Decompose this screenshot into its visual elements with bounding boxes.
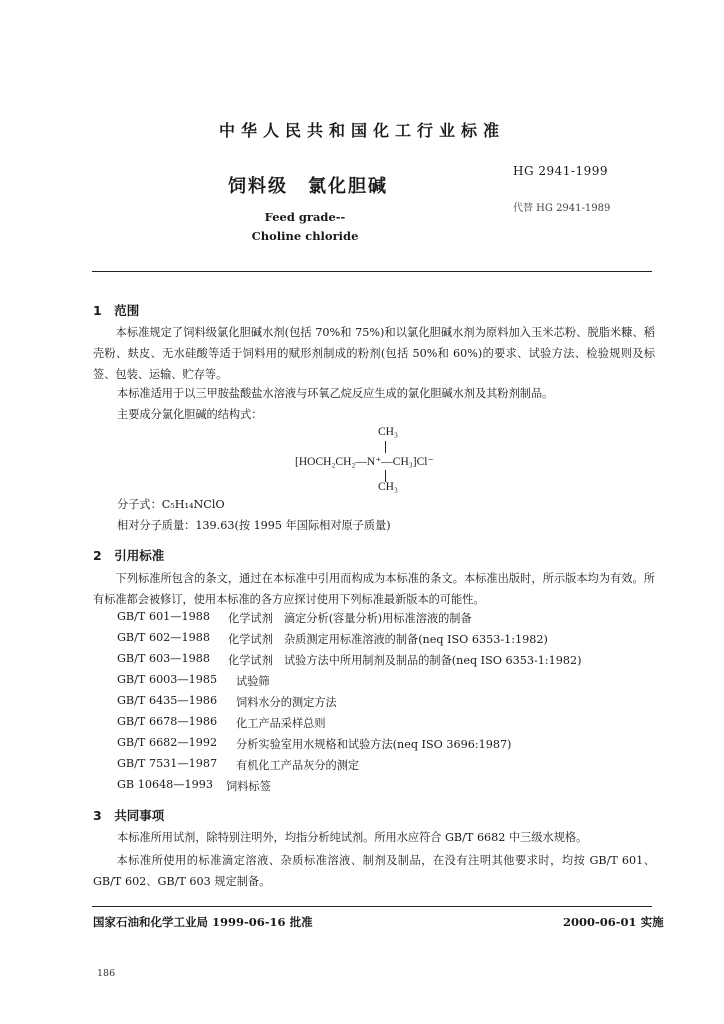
reference-code: GB/T 601—1988 (117, 610, 210, 623)
formula-main-chain: [HOCH₂CH₂—N⁺—CH₃]Cl⁻ (295, 456, 434, 468)
reference-code: GB 10648—1993 (117, 778, 213, 791)
reference-code: GB/T 603—1988 (117, 652, 210, 665)
approval-note: 国家石油和化学工业局 1999-06-16 批准 (93, 915, 313, 929)
section-1-paragraph-2: 本标准适用于以三甲胺盐酸盐水溶液与环氧乙烷反应生成的氯化胆碱水剂及其粉剂制品。 (117, 387, 554, 400)
section-2-intro: 下列标准所包含的条文，通过在本标准中引用而构成为本标准的条文。本标准出版时，所示版本均为有效。所有标准都会被修订，使用本标准的各方应探讨使用下列标准最新版本的可能性。 (93, 572, 655, 606)
reference-description: 化学试剂 杂质测定用标准溶液的制备(neq ISO 6353-1:1982) (228, 633, 548, 646)
formula-bond-top (385, 441, 386, 453)
section-1-paragraph-3: 主要成分氯化胆碱的结构式： (117, 408, 263, 421)
effective-date: 2000-06-01 实施 (563, 915, 664, 929)
formula-methyl-bottom: CH₃ (378, 481, 398, 493)
standard-category-heading: 中华人民共和国化工行业标准 (218, 121, 505, 140)
document-title-zh: 饲料级 氯化胆碱 (228, 176, 388, 197)
formula-methyl-top: CH₃ (378, 426, 398, 438)
section-1-paragraph-1: 本标准规定了饲料级氯化胆碱水剂(包括 70%和 75%)和以氯化胆碱水剂为原料加入玉米芯粉、脱脂米糠、稻壳粉、麸皮、无水硅酸等适于饲料用的赋形剂制成的粉剂(包括 50%和 60%)的要求、试验方法、检验规则及标签、包装、运输、贮存等。 (93, 326, 655, 381)
reference-description: 化工产品采样总则 (236, 717, 326, 730)
reference-code: GB/T 6435—1986 (117, 694, 218, 707)
reference-description: 饲料标签 (226, 780, 271, 793)
reference-code: GB/T 6003—1985 (117, 673, 218, 686)
section-2-heading: 2 引用标准 (93, 548, 165, 563)
supersedes-note: 代替 HG 2941-1989 (513, 203, 611, 214)
reference-description: 有机化工产品灰分的测定 (236, 759, 360, 772)
reference-description: 化学试剂 滴定分析(容量分析)用标准溶液的制备 (228, 612, 472, 625)
section-3-paragraph-1: 本标准所用试剂，除特别注明外，均指分析纯试剂。所用水应符合 GB/T 6682 中三级水规格。 (117, 831, 588, 844)
document-title-en-line2: Choline chloride (251, 229, 359, 243)
reference-description: 试验筛 (236, 675, 270, 688)
standard-number: HG 2941-1999 (513, 164, 608, 178)
reference-description: 分析实验室用水规格和试验方法(neq ISO 3696:1987) (236, 738, 512, 751)
section-1-heading: 1 范围 (93, 303, 140, 318)
footer-divider (92, 906, 652, 907)
reference-description: 饲料水分的测定方法 (236, 696, 337, 709)
molecular-formula: 分子式：C₅H₁₄NClO (117, 498, 225, 511)
document-title-en-line1: Feed grade-- (264, 210, 346, 224)
reference-code: GB/T 6682—1992 (117, 736, 218, 749)
reference-code: GB/T 6678—1986 (117, 715, 218, 728)
reference-code: GB/T 7531—1987 (117, 757, 218, 770)
page-number: 186 (97, 968, 116, 979)
title-divider (92, 271, 652, 272)
section-3-heading: 3 共同事项 (93, 808, 165, 823)
molecular-mass: 相对分子质量：139.63(按 1995 年国际相对原子质量) (117, 519, 391, 532)
section-3-paragraph-2: 本标准所使用的标准滴定溶液、杂质标准溶液、制剂及制品，在没有注明其他要求时，均按 GB/T 601、GB/T 602、GB/T 603 规定制备。 (93, 854, 655, 888)
reference-description: 化学试剂 试验方法中所用制剂及制品的制备(neq ISO 6353-1:1982) (228, 654, 582, 667)
reference-code: GB/T 602—1988 (117, 631, 210, 644)
